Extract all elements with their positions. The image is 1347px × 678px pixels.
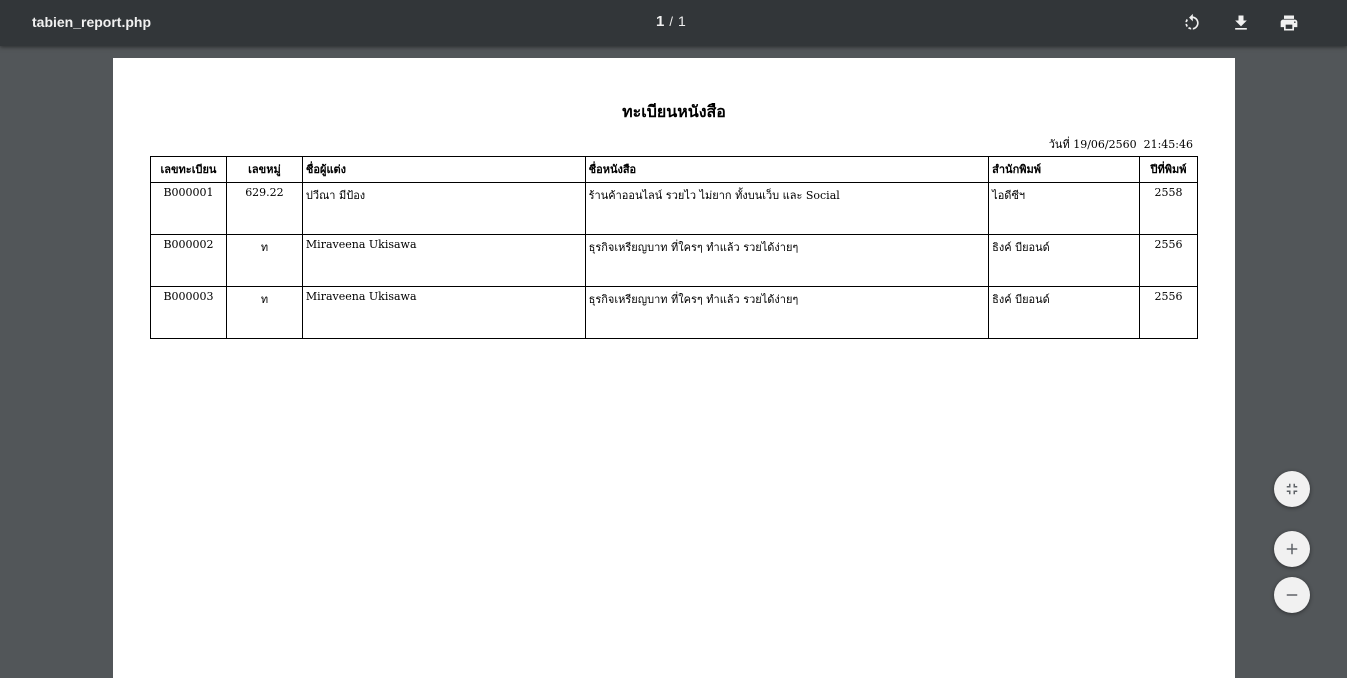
- table-row: [151, 287, 1198, 339]
- total-pages: 1: [677, 13, 686, 29]
- col-header-register-no: เลขทะเบียน: [151, 157, 227, 183]
- table-row: [151, 235, 1198, 287]
- report-date: วันที่ 19/06/2560 21:45:46: [1048, 138, 1193, 151]
- cell-year: 2558: [1140, 183, 1198, 235]
- page-indicator: [656, 13, 686, 30]
- col-header-author: ชื่อผู้แต่ง: [302, 157, 585, 183]
- table-row: [151, 183, 1198, 235]
- fit-to-page-button[interactable]: [1274, 471, 1310, 507]
- cell-publisher: ไอดีซีฯ: [989, 183, 1140, 235]
- zoom-out-icon: [1283, 586, 1301, 604]
- book-register-table: [150, 156, 1198, 339]
- report-title: ทะเบียนหนังสือ: [622, 102, 726, 121]
- pdf-toolbar: [0, 0, 1347, 46]
- current-page[interactable]: 1: [656, 13, 665, 30]
- col-header-book-title: ชื่อหนังสือ: [585, 157, 989, 183]
- download-button[interactable]: [1229, 11, 1253, 35]
- rotate-button[interactable]: [1180, 11, 1204, 35]
- page-separator: /: [669, 14, 673, 29]
- cell-call-no: ท: [226, 235, 302, 287]
- zoom-out-button[interactable]: [1274, 577, 1310, 613]
- cell-year: 2556: [1140, 235, 1198, 287]
- cell-publisher: ธิงค์ บียอนด์: [989, 287, 1140, 339]
- zoom-in-button[interactable]: [1274, 531, 1310, 567]
- download-icon: [1231, 13, 1251, 33]
- col-header-call-no: เลขหมู่: [226, 157, 302, 183]
- cell-call-no: 629.22: [226, 183, 302, 235]
- cell-register-no: B000003: [151, 287, 227, 339]
- zoom-in-icon: [1283, 540, 1301, 558]
- col-header-year: ปีที่พิมพ์: [1140, 157, 1198, 183]
- cell-book-title: ร้านค้าออนไลน์ รวยไว ไม่ยาก ทั้งบนเว็บ และ Social: [585, 183, 989, 235]
- print-button[interactable]: [1277, 11, 1301, 35]
- cell-book-title: ธุรกิจเหรียญบาท ที่ใครๆ ทำแล้ว รวยได้ง่ายๆ: [585, 235, 989, 287]
- cell-year: 2556: [1140, 287, 1198, 339]
- cell-call-no: ท: [226, 287, 302, 339]
- table-header-row: [151, 157, 1198, 183]
- rotate-icon: [1182, 13, 1202, 33]
- pdf-page: [113, 58, 1235, 678]
- cell-book-title: ธุรกิจเหรียญบาท ที่ใครๆ ทำแล้ว รวยได้ง่ายๆ: [585, 287, 989, 339]
- fit-page-icon: [1283, 480, 1301, 498]
- cell-register-no: B000002: [151, 235, 227, 287]
- cell-author: ปวีณา มีป้อง: [302, 183, 585, 235]
- document-title: tabien_report.php: [32, 14, 152, 30]
- cell-publisher: ธิงค์ บียอนด์: [989, 235, 1140, 287]
- print-icon: [1279, 13, 1299, 33]
- col-header-publisher: สำนักพิมพ์: [989, 157, 1140, 183]
- cell-register-no: B000001: [151, 183, 227, 235]
- cell-author: Miraveena Ukisawa: [302, 235, 585, 287]
- cell-author: Miraveena Ukisawa: [302, 287, 585, 339]
